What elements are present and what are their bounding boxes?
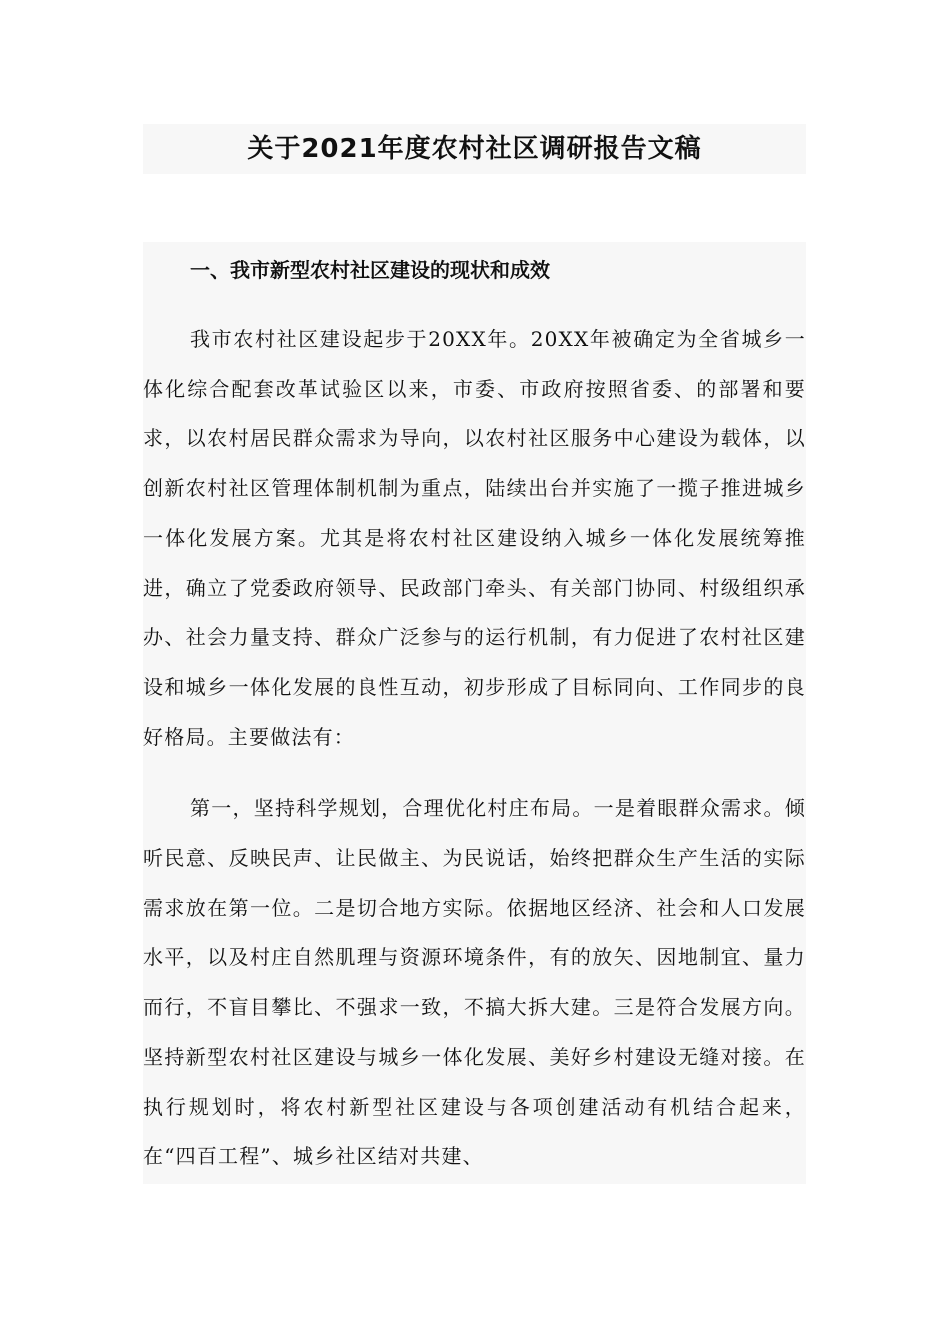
section-heading: 一、我市新型农村社区建设的现状和成效	[190, 258, 550, 282]
document-body	[143, 250, 806, 1182]
document-title: 关于2021年度农村社区调研报告文稿	[247, 134, 702, 164]
paragraph-intro: 我市农村社区建设起步于20XX年。20XX年被确定为全省城乡一体化综合配套改革试验区以来，市委、市政府按照省委、的部署和要求，以农村居民群众需求为导向，以农村社区服务中心建设为载体，以创新农村社区管理体制机制为重点，陆续出台并实施了一揽子推进城乡一体化发展方案。尤其是将农村社区建设纳入城乡一体化发展统筹推进，确立了党委政府领导、民政部门牵头、有关部门协同、村级组织承办、社会力量支持、群众广泛参与的运行机制，有力促进了农村社区建设和城乡一体化发展的良性互动，初步形成了目标同向、工作同步的良好格局。主要做法有：	[143, 327, 806, 749]
paragraph-first-measure: 第一，坚持科学规划，合理优化村庄布局。一是着眼群众需求。倾听民意、反映民声、让民做主、为民说话，始终把群众生产生活的实际需求放在第一位。二是切合地方实际。依据地区经济、社会和人口发展水平，以及村庄自然肌理与资源环境条件，有的放矢、因地制宜、量力而行，不盲目攀比、不强求一致，不搞大拆大建。三是符合发展方向。坚持新型农村社区建设与城乡一体化发展、美好乡村建设无缝对接。在执行规划时，将农村新型社区建设与各项创建活动有机结合起来，在“四百工程”、城乡社区结对共建、	[143, 796, 806, 1169]
